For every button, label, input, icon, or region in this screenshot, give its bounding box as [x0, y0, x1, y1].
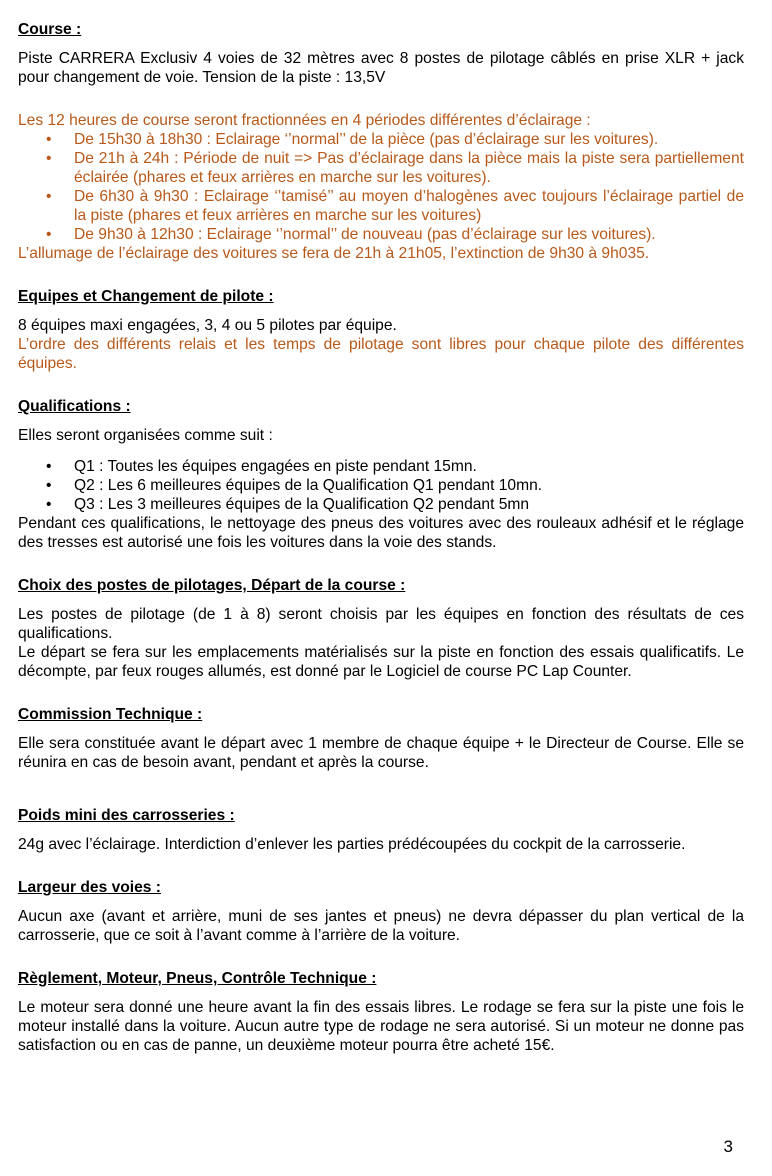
rules-text: Le moteur sera donné une heure avant la fin des essais libres. Le rodage se fera sur la piste une fois le moteur installé dans la voiture. Aucun autre type de rodage ne sera autorisé. Si un moteur ne donne pas satisfaction ou en cas de panne, un deuxième moteur pourra être acheté 15€.	[18, 999, 744, 1054]
lighting-period-item: • De 6h30 à 9h30 : Eclairage ‘’tamisé’’ au moyen d’halogènes avec toujours l’éclairage partiel de la piste (phares et feux arrières en marche sur les voitures)	[18, 187, 744, 225]
width-text: Aucun axe (avant et arrière, muni de ses jantes et pneus) ne devra dépasser du plan vertical de la carrosserie, que ce soit à l’avant comme à l’arrière de la voiture.	[18, 908, 744, 944]
lighting-period-item: • De 9h30 à 12h30 : Eclairage ‘’normal’’ de nouveau (pas d’éclairage sur les voitures).	[18, 225, 744, 244]
start-paragraph-1: Les postes de pilotage (de 1 à 8) seront choisis par les équipes en fonction des résultats de ces qualifications.	[18, 606, 744, 642]
page-number: 3	[723, 1137, 733, 1156]
heading-course: Course :	[18, 21, 82, 38]
qualifications-outro: Pendant ces qualifications, le nettoyage des pneus des voitures avec des rouleaux adhésif et le réglage des tresses est autorisé une fois les voitures dans la voie des stands.	[18, 515, 744, 551]
heading-rules: Règlement, Moteur, Pneus, Contrôle Technique :	[18, 970, 377, 987]
commission-text: Elle sera constituée avant le départ avec 1 membre de chaque équipe + le Directeur de Course. Elle se réunira en cas de besoin avant, pendant et après la course.	[18, 735, 744, 771]
lighting-period-item: • De 15h30 à 18h30 : Eclairage ‘’normal’’ de la pièce (pas d’éclairage sur les voitures).	[18, 130, 744, 149]
start-paragraph-2: Le départ se fera sur les emplacements matérialisés sur la piste en fonction des essais qualificatifs. Le décompte, par feux rouges allumés, est donné par le Logiciel de course PC Lap Counter.	[18, 644, 744, 680]
lighting-periods-list	[18, 130, 744, 244]
qualifications-intro: Elles seront organisées comme suit :	[18, 427, 273, 444]
lighting-outro: L’allumage de l’éclairage des voitures se fera de 21h à 21h05, l’extinction de 9h30 à 9h035.	[18, 245, 650, 262]
heading-commission: Commission Technique :	[18, 706, 203, 723]
lighting-intro: Les 12 heures de course seront fractionnées en 4 périodes différentes d’éclairage :	[18, 112, 591, 129]
course-intro: Piste CARRERA Exclusiv 4 voies de 32 mètres avec 8 postes de pilotage câblés en prise XLR + jack pour changement de voie. Tension de la piste : 13,5V	[18, 50, 744, 86]
qualification-item: • Q1 : Toutes les équipes engagées en piste pendant 15mn.	[18, 457, 744, 476]
document-page	[18, 20, 744, 1055]
qualification-item: • Q2 : Les 6 meilleures équipes de la Qualification Q1 pendant 10mn.	[18, 476, 744, 495]
heading-start: Choix des postes de pilotages, Départ de la course :	[18, 577, 406, 594]
weight-text: 24g avec l’éclairage. Interdiction d’enlever les parties prédécoupées du cockpit de la carrosserie.	[18, 836, 686, 853]
heading-qualifications: Qualifications :	[18, 398, 131, 415]
teams-note: L’ordre des différents relais et les temps de pilotage sont libres pour chaque pilote des différentes équipes.	[18, 336, 744, 372]
heading-teams: Equipes et Changement de pilote :	[18, 288, 274, 305]
teams-text: 8 équipes maxi engagées, 3, 4 ou 5 pilotes par équipe.	[18, 317, 397, 334]
lighting-period-item: • De 21h à 24h : Période de nuit => Pas d’éclairage dans la pièce mais la piste sera partiellement éclairée (phares et feux arrières en marche sur les voitures).	[18, 149, 744, 187]
qualification-item: • Q3 : Les 3 meilleures équipes de la Qualification Q2 pendant 5mn	[18, 495, 744, 514]
heading-weight: Poids mini des carrosseries :	[18, 807, 235, 824]
qualifications-list	[18, 457, 744, 514]
heading-width: Largeur des voies :	[18, 879, 161, 896]
